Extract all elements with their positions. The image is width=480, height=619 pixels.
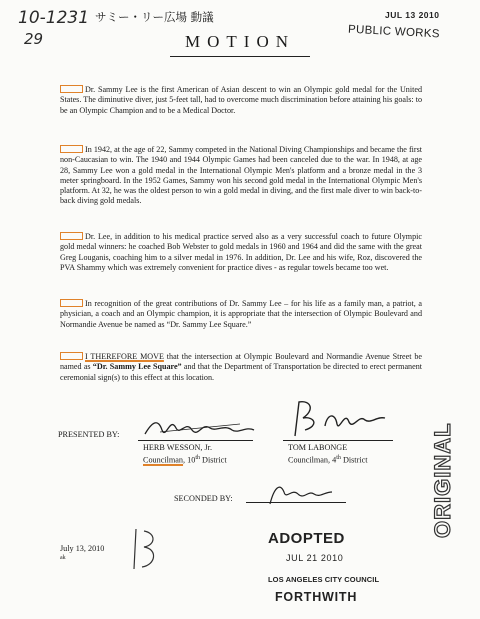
resolution-paragraph — [60, 352, 422, 383]
title-underline — [170, 56, 310, 57]
paragraph-text: In recognition of the great contributions of Dr. Sammy Lee – for his life as a family man, a patriot, a physician, a coach and an Olympic champion, it is appropriate that the intersection of Olympic Boulevard and Normandie Avenue be named as “Dr. Sammy Lee Square.” — [60, 299, 422, 329]
member2-district-word: District — [342, 455, 368, 465]
japanese-note: サミー・リー広場 動議 — [95, 10, 214, 24]
paragraph-text: Dr. Lee, in addition to his medical practice served also as a very successful coach to future Olympic gold medal winners: he coached Bob Webster to gold medals in 1960 and 1964 and did the same with the great Greg Louganis, coaching him to a silver medal in 1976. In addition, Dr. Lee and his wife, Roz, discovered the PVA Shammy which was extremely convenient for practice dives - as regular towels became too wet. — [60, 232, 422, 272]
member2-title-line: Councilman, 4th District — [288, 455, 368, 465]
paragraph-text: Dr. Sammy Lee is the first American of Asian descent to win an Olympic gold medal for the United States. The diminutive diver, just 5-feet tall, had to overcome much discrimination before attaining his goals: to be an Olympic Champion and to be a Medical Doctor. — [60, 85, 422, 115]
square-name: “Dr. Sammy Lee Square” — [92, 362, 182, 372]
paragraph-marker-box — [60, 85, 83, 93]
committee-referral: PUBLIC WORKS — [347, 23, 441, 41]
paragraph-marker-box — [60, 145, 83, 153]
paragraph-text: In 1942, at the age of 22, Sammy competed in the National Diving Championships and became the first non-Caucasian to win. The 1940 and 1944 Olympic Games had been canceled due to the war. In 1948, at age 28, Sammy Lee won a gold medal in the International Olympic Men's platform and a bronze medal in the 3 meter springboard. In the 1952 Games, Sammy won his second gold medal in the International Olympic Men's platform. At 32, he was the oldest person to win a gold medal in diving, and the first male diver to win back-to-back diving gold medals. — [60, 145, 422, 206]
file-number: 10-1231 — [18, 8, 90, 28]
forthwith-stamp: FORTHWITH — [275, 590, 358, 604]
paragraph-1 — [60, 85, 422, 116]
paragraph-3 — [60, 232, 422, 273]
member1-district-num: 10 — [187, 455, 196, 465]
member2-title: Councilman — [288, 455, 329, 465]
handwritten-mark — [130, 525, 160, 575]
presented-by-label: PRESENTED BY: — [58, 430, 120, 439]
wesson-signature — [140, 412, 260, 442]
typist-initials: ak — [60, 555, 66, 561]
signature-line-1 — [138, 440, 253, 441]
seconder-signature — [262, 478, 342, 508]
seconded-by-label: SECONDED BY: — [174, 494, 233, 503]
member2-name: TOM LABONGE — [288, 443, 348, 452]
council-stamp: LOS ANGELES CITY COUNCIL — [268, 575, 380, 584]
adopted-stamp: ADOPTED — [268, 530, 345, 547]
resolution-text-2: and that the Department of Transportation be directed to erect permanent ceremonial sign(s) to this effect at this location. — [60, 362, 422, 382]
member1-district-sup: th — [195, 455, 200, 461]
paragraph-marker-box — [60, 232, 83, 240]
paragraph-4 — [60, 299, 422, 330]
original-stamp: ORIGINAL — [430, 422, 455, 538]
member1-name: HERB WESSON, Jr. — [143, 443, 212, 452]
signature-line-2 — [283, 440, 393, 441]
paragraph-marker-box — [60, 352, 83, 360]
member2-district-sup: th — [336, 455, 341, 461]
member2-district-num: 4 — [332, 455, 337, 465]
member1-title-line: Councilman, 10th District — [143, 455, 227, 465]
resolution-lead: I THEREFORE MOVE — [85, 352, 164, 361]
member1-district-word: District — [202, 455, 227, 465]
member1-title: Councilman — [143, 455, 184, 465]
received-date-stamp: JUL 13 2010 — [385, 10, 440, 20]
resolution-text-1: that the intersection at Olympic Boulevard and Normandie Avenue Street be named as — [60, 352, 422, 372]
paragraph-marker-box — [60, 299, 83, 307]
document-title: MOTION — [185, 32, 295, 51]
labonge-signature — [285, 396, 395, 442]
motion-date: July 13, 2010 — [60, 544, 105, 553]
paragraph-2 — [60, 145, 422, 207]
page-mark: 29 — [24, 30, 44, 48]
adopted-date-stamp: JUL 21 2010 — [286, 553, 344, 563]
